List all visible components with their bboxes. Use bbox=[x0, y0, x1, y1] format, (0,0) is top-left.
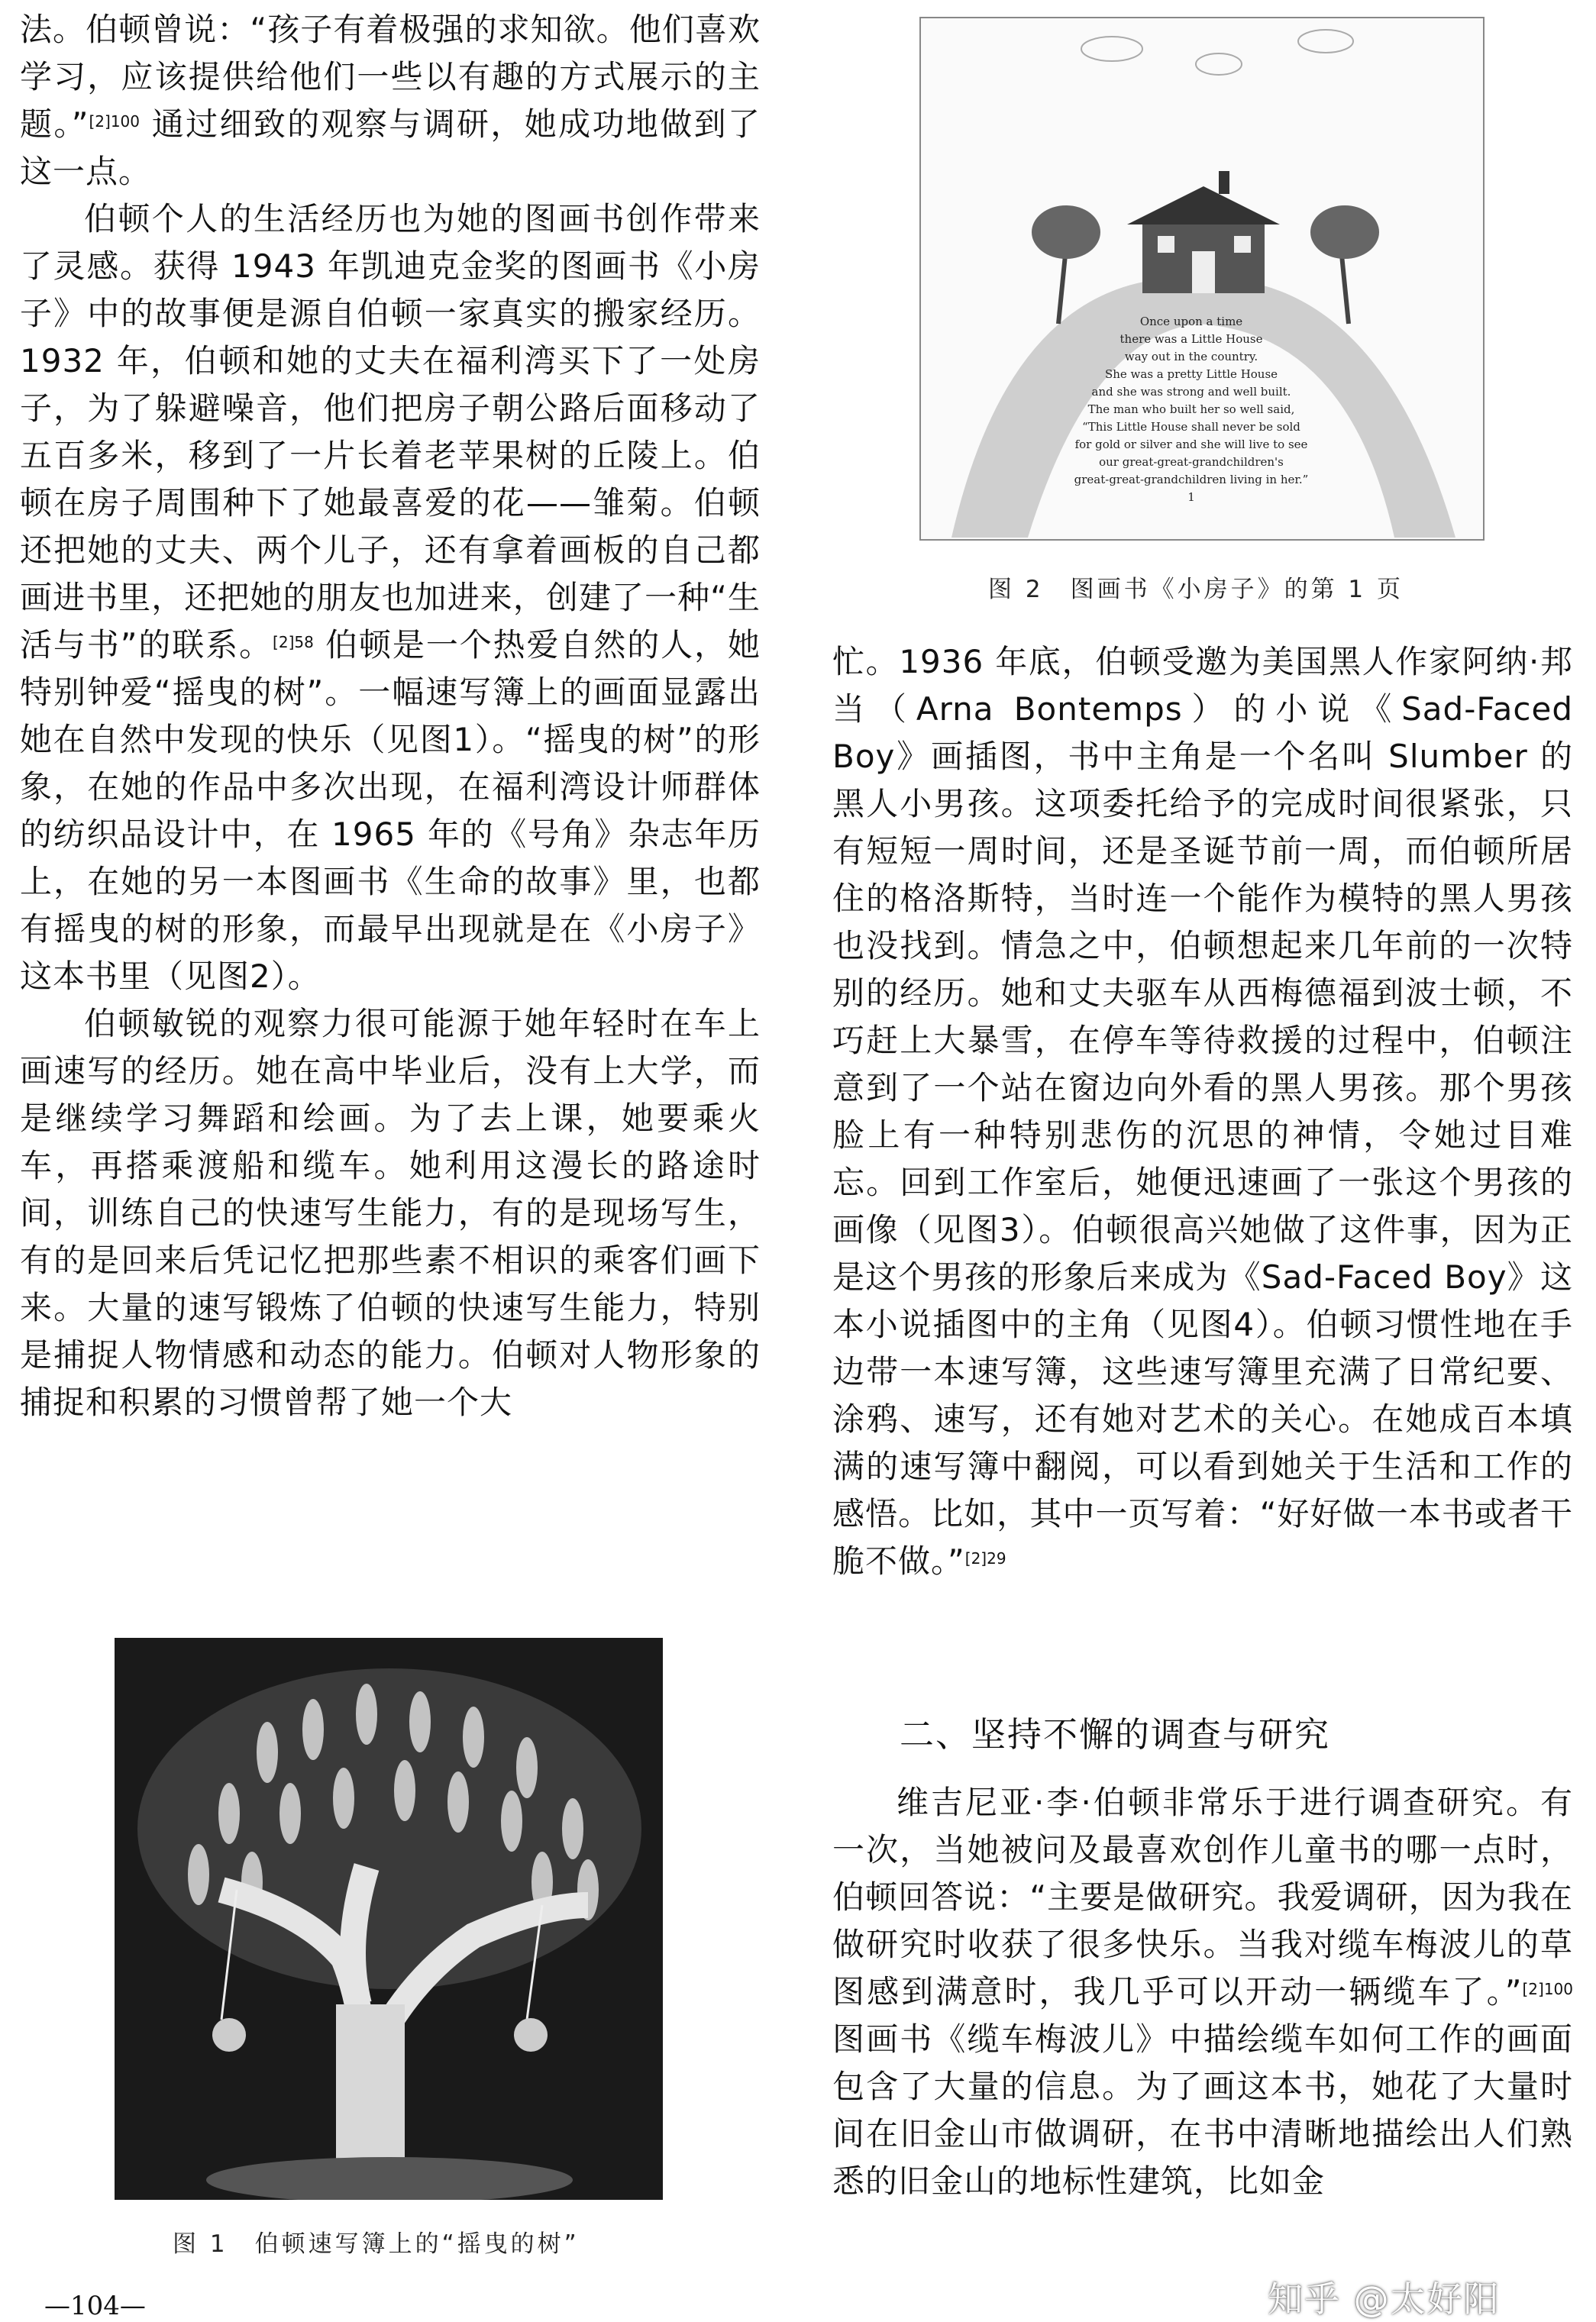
right-column bbox=[832, 638, 1573, 1585]
figure-2-caption: 图 2 图画书《小房子》的第 1 页 bbox=[988, 576, 1404, 603]
figure-1-caption: 图 1 伯顿速写簿上的“摇曳的树” bbox=[173, 2230, 580, 2258]
section-heading: 二、坚持不懈的调查与研究 bbox=[900, 1714, 1331, 1755]
paragraph-4: 忙。1936 年底，伯顿受邀为美国黑人作家阿纳·邦当（Arna Bontemps）的小说《Sad-Faced Boy》画插图，书中主角是一个名叫 Slumber 的黑人小男孩。这项委托给予的完成时间很紧张，只有短短一周时间，还是圣诞节前一周，而伯顿所居住的格洛斯特，当时连一个能作为模特的黑人男孩也没找到。情急之中，伯顿想起来几年前的一次特别的经历。她和丈夫驱车从西梅德福到波士顿，不巧赶上大暴雪，在停车等待救援的过程中，伯顿注意到了一个站在窗边向外看的黑人男孩。那个男孩脸上有一种特别悲伤的沉思的神情，令她过目难忘。回到工作室后，她便迅速画了一张这个男孩的画像（见图3）。伯顿很高兴她做了这件事，因为正是这个男孩的形象后来成为《Sad-Faced Boy》这本小说插图中的主角（见图4）。伯顿习惯性地在手边带一本速写簿，这些速写簿里充满了日常纪要、涂鸦、速写，还有她对艺术的关心。在她成百本填满的速写簿中翻阅，可以看到她关于生活和工作的感悟。比如，其中一页写着：“好好做一本书或者干脆不做。”$^{[2]29}$ bbox=[832, 643, 1573, 1580]
swaying-tree-illustration bbox=[115, 1638, 663, 2200]
paragraph-3: 伯顿敏锐的观察力很可能源于她年轻时在车上画速写的经历。她在高中毕业后，没有上大学，而是继续学习舞蹈和绘画。为了去上课，她要乘火车，再搭乘渡船和缆车。她利用这漫长的路途时间，训练自己的快速写生能力，有的是现场写生，有的是回来后凭记忆把那些素不相识的乘客们画下来。大量的速写锻炼了伯顿的快速写生能力，特别是捕捉人物情感和动态的能力。伯顿对人物形象的捕捉和积累的习惯曾帮了她一个大 bbox=[20, 1005, 761, 1421]
right-column-section bbox=[832, 1779, 1573, 2205]
paragraph-2: 伯顿个人的生活经历也为她的图画书创作带来了灵感。获得 1943 年凯迪克金奖的图画书《小房子》中的故事便是源自伯顿一家真实的搬家经历。1932 年，伯顿和她的丈夫在福利湾买下了一处房子，为了躲避噪音，他们把房子朝公路后面移动了五百多米，移到了一片长着老苹果树的丘陵上。伯顿在房子周围种下了她最喜爱的花——雏菊。伯顿还把她的丈夫、两个儿子，还有拿着画板的自己都画进书里，还把她的朋友也加进来，创建了一种“生活与书”的联系。$^{[2]58}$ 伯顿是一个热爱自然的人，她特别钟爱“摇曳的树”。一幅速写簿上的画面显露出她在自然中发现的快乐（见图1）。“摇曳的树”的形象，在她的作品中多次出现，在福利湾设计师群体的纺织品设计中，在 1965 年的《号角》杂志年历上，在她的另一本图画书《生命的故事》里，也都有摇曳的树的形象，而最早出现就是在《小房子》这本书里（见图2）。 bbox=[20, 200, 761, 995]
watermark: 知乎 @太好阳 bbox=[1268, 2278, 1501, 2320]
page-number: —104— bbox=[44, 2291, 146, 2321]
citation: [2]58 bbox=[273, 633, 314, 651]
citation: [2]29 bbox=[964, 1549, 1006, 1568]
citation: [2]100 bbox=[89, 112, 141, 131]
paragraph-1: 法。伯顿曾说：“孩子有着极强的求知欲。他们喜欢学习，应该提供给他们一些以有趣的方式展示的主题。”$^{[2]100}$ 通过细致的观察与调研，她成功地做到了这一点。 bbox=[20, 11, 761, 190]
paragraph-5: 维吉尼亚·李·伯顿非常乐于进行调查研究。有一次，当她被问及最喜欢创作儿童书的哪一点时，伯顿回答说：“主要是做研究。我爱调研，因为我在做研究时收获了很多快乐。当我对缆车梅波儿的草图感到满意时，我几乎可以开动一辆缆车了。”$^{[2]100}$ 图画书《缆车梅波儿》中描绘缆车如何工作的画面包含了大量的信息。为了画这本书，她花了大量时间在旧金山市做调研，在书中清晰地描绘出人们熟悉的旧金山的地标性建筑，比如金 bbox=[832, 1784, 1573, 2200]
figure-1-swaying-tree bbox=[115, 1638, 663, 2200]
citation: [2]100 bbox=[1522, 1980, 1573, 1998]
little-house-book-text: Once upon a time there was a Little House way out in the country. She was a pretty Little House and she was strong and well built. The man who built her so well said, “This Little House shall never be sold for gold or silver and she will live to see our great-great-grandchildren's great-great-grandchildren living in her.” 1 bbox=[1074, 315, 1309, 504]
left-column bbox=[20, 6, 761, 1426]
